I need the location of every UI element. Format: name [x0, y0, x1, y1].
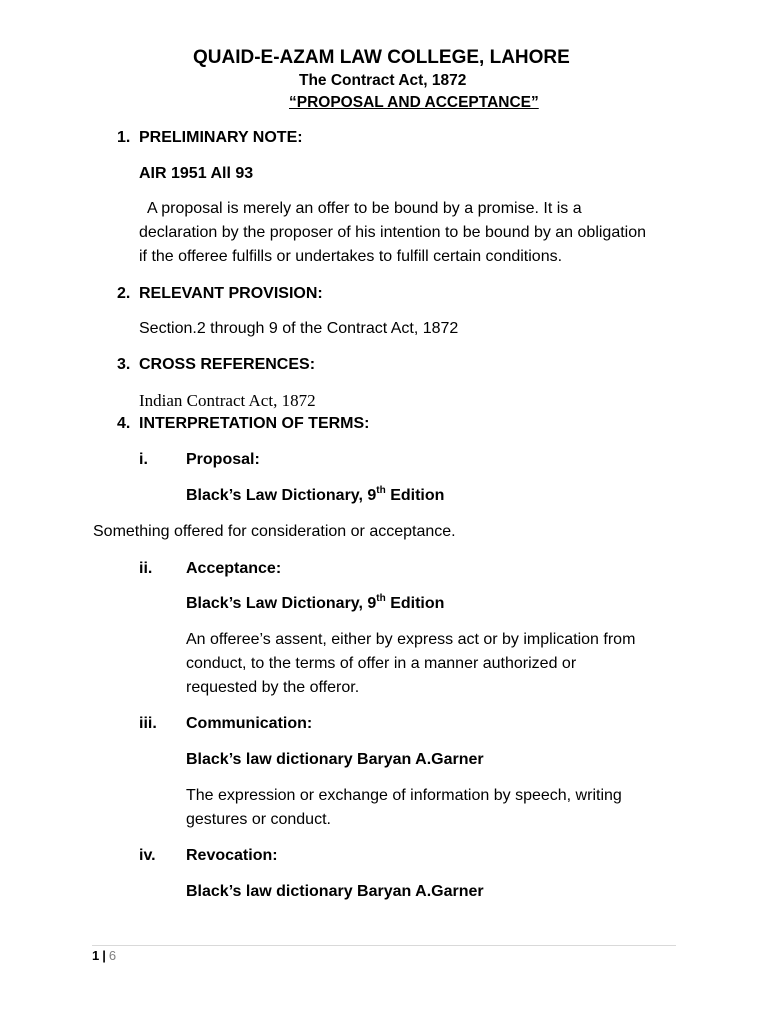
section-1-paragraph-line: declaration by the proposer of his intention to be bound by an obligation [139, 224, 647, 241]
section-1-paragraph-line: if the offeree fulfills or undertakes to fulfill certain conditions. [139, 248, 563, 265]
page-separator: | [102, 948, 106, 963]
section-3-text: Indian Contract Act, 1872 [139, 391, 316, 410]
section-2-heading: RELEVANT PROVISION: [139, 285, 323, 302]
term-1-source: Black’s Law Dictionary, 9th Edition [186, 484, 445, 504]
section-1-paragraph-line: A proposal is merely an offer to be bound by a promise. It is a [147, 200, 582, 217]
term-3-source: Black’s law dictionary Baryan A.Garner [186, 751, 484, 768]
section-3-heading: CROSS REFERENCES: [139, 356, 316, 373]
term-2-heading: Acceptance: [186, 560, 282, 577]
term-2-definition-line: requested by the offeror. [186, 679, 360, 696]
act-title: The Contract Act, 1872 [299, 72, 467, 89]
page-number [92, 946, 116, 966]
section-4-number: 4. [117, 415, 131, 432]
term-4-heading: Revocation: [186, 847, 278, 864]
current-page: 1 [92, 948, 100, 963]
term-3-number: iii. [139, 715, 157, 732]
section-1-number: 1. [117, 129, 131, 146]
term-2-source: Black’s Law Dictionary, 9th Edition [186, 592, 445, 612]
section-4-heading: INTERPRETATION OF TERMS: [139, 415, 370, 432]
section-1-heading: PRELIMINARY NOTE: [139, 129, 303, 146]
topic-title: “PROPOSAL AND ACCEPTANCE” [289, 94, 539, 111]
section-2-text: Section.2 through 9 of the Contract Act, 1872 [139, 320, 459, 337]
footer-divider [92, 945, 676, 946]
term-3-definition-line: gestures or conduct. [186, 811, 331, 828]
college-title: QUAID-E-AZAM LAW COLLEGE, LAHORE [193, 47, 570, 68]
term-4-number: iv. [139, 847, 156, 864]
term-1-number: i. [139, 451, 148, 468]
term-2-definition-line: conduct, to the terms of offer in a manner authorized or [186, 655, 577, 672]
term-4-source: Black’s law dictionary Baryan A.Garner [186, 883, 484, 900]
term-2-number: ii. [139, 560, 153, 577]
term-3-heading: Communication: [186, 715, 313, 732]
section-2-number: 2. [117, 285, 131, 302]
total-pages: 6 [108, 948, 117, 963]
term-1-heading: Proposal: [186, 451, 260, 468]
term-1-definition: Something offered for consideration or acceptance. [93, 523, 456, 540]
term-2-definition-line: An offeree’s assent, either by express act or by implication from [186, 631, 636, 648]
term-3-definition-line: The expression or exchange of information by speech, writing [186, 787, 622, 804]
section-1-citation: AIR 1951 All 93 [139, 165, 254, 182]
section-3-number: 3. [117, 356, 131, 373]
